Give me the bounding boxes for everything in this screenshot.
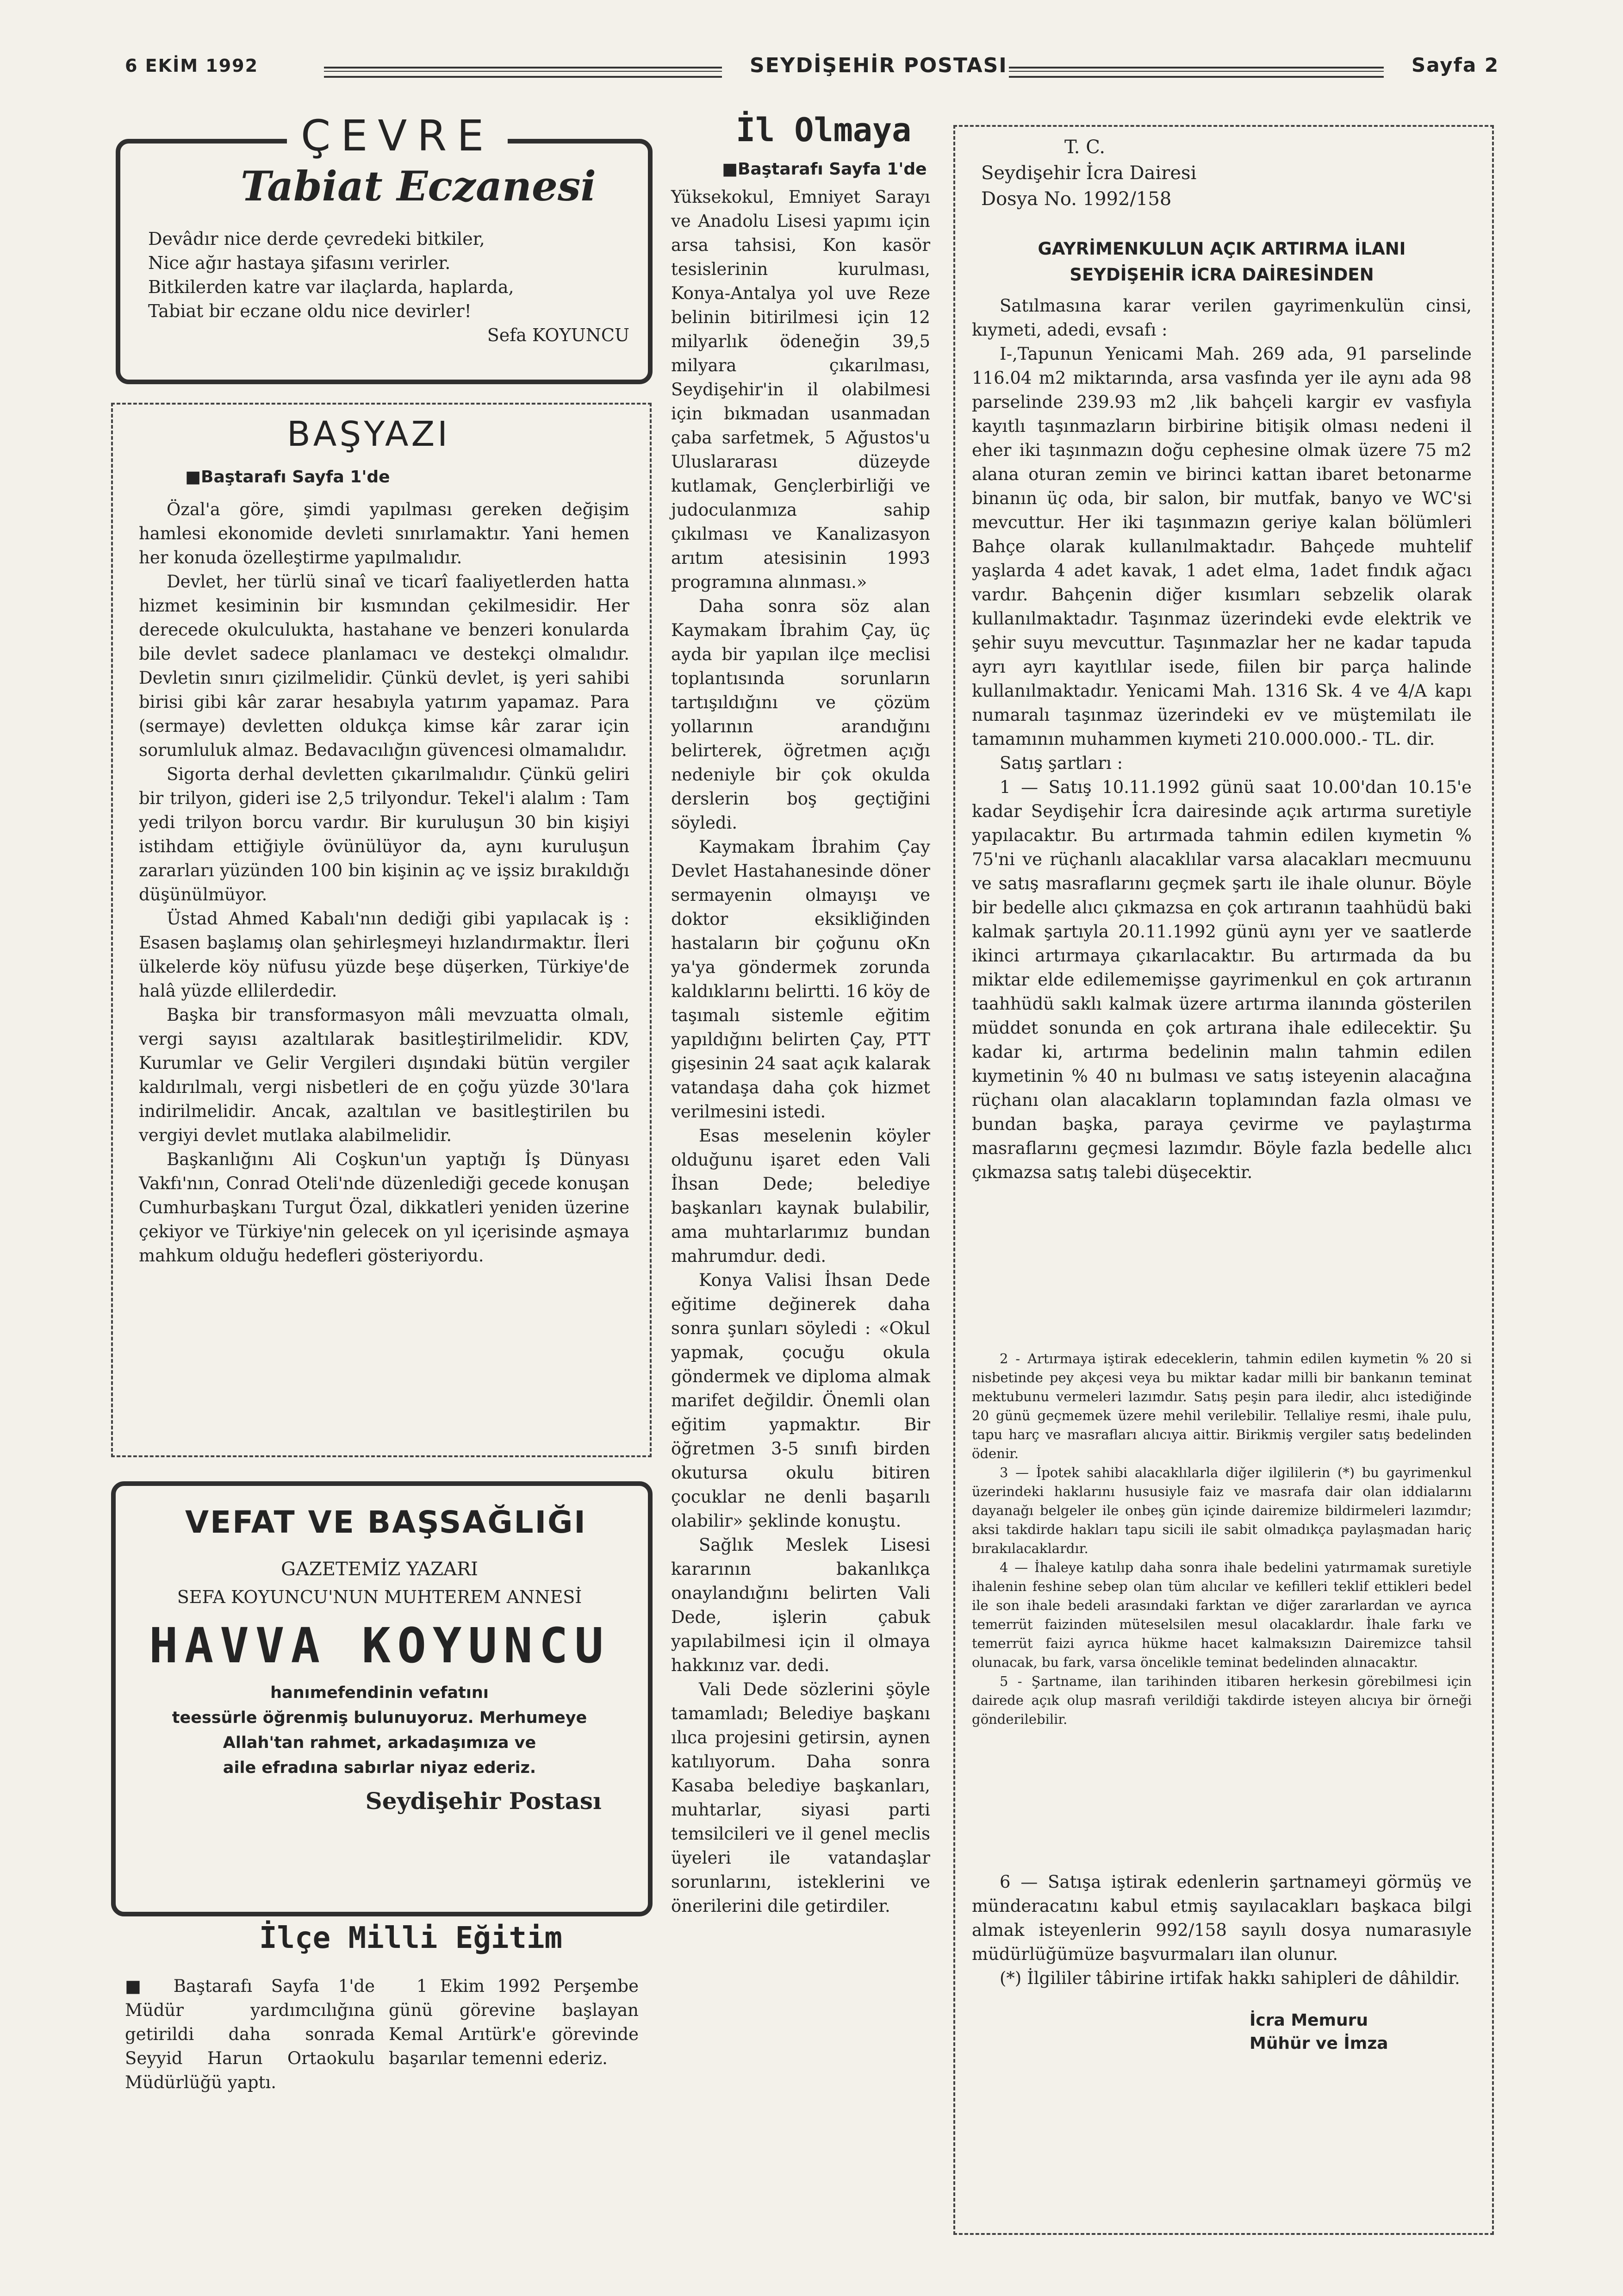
icra-file-no: Dosya No. 1992/158 bbox=[981, 188, 1172, 210]
ilce-col-2 bbox=[389, 1974, 639, 2071]
icra-note: 3 — İpotek sahibi alacaklılarla diğer ilgililerin (*) bu gayrimenkul üzerindeki haklarını hususiyle faiz ve masrafa dair olan iddialarını dayanağı belgeler ile onbeş gün içinde dairemize bildirmeleri lazımdır; aksi takdirde hakları tapu sicili ile sabit olmadıkça paylaşmadan hariç bırakılacaklardır. bbox=[972, 1465, 1472, 1556]
icra-footnote: (*) İlgililer tâbirine irtifak hakkı sahipleri de dâhildir. bbox=[1000, 1968, 1460, 1988]
icra-header bbox=[981, 134, 1196, 212]
basyazi-paragraph: Devlet, her türlü sinaî ve ticarî faaliyetlerden hatta hizmet kesiminin bir kısmından çekilmesidir. Her derecede okulculukta, hastahane ve benzeri konularda bile devlet sadece planlamacı ve destekçi olmalıdır. Devletin sınırı çizilmelidir. Çünkü devlet, iş yeri sahibi birisi gibi kâr zarar hesabıyla yatırım yapamaz. Para (sermaye) devletten oldukça kimse kâr zarar için sorumluluk almaz. Bedavacılığın güvencesi olmamalıdır. bbox=[139, 572, 629, 760]
basyazi-paragraph: Özal'a göre, şimdi yapılması gereken değişim hamlesi ekonomide devleti sınırlamaktır. Yani hemen her konuda özelleştirme yapılmalıdır. bbox=[139, 499, 629, 568]
icra-note: 2 - Artırmaya iştirak edeceklerin, tahmin edilen kıymetin % 20 si nisbetinde pey akçesi veya bu miktar kadar milli bir bankanın teminat mektubunu vermeleri lazımdır. Satış peşin para iledir, alıcı istediğinde 20 günü geçmemek üzere mehil verilebilir. Tellaliye resmi, ihale pulu, tapu harç ve masrafları alıcıya aittir. Birikmiş vergiler satış bedelinden ödenir. bbox=[972, 1351, 1472, 1461]
poem-line: Tabiat bir eczane oldu nice devirler! bbox=[148, 301, 472, 321]
vefat-message: Allah'tan rahmet, arkadaşımıza ve bbox=[223, 1734, 536, 1752]
basyazi-body bbox=[139, 498, 629, 1268]
icra-conditions-title: Satış şartları : bbox=[1000, 753, 1123, 773]
poem-author: Sefa KOYUNCU bbox=[487, 325, 629, 345]
cevre-section-title: ÇEVRE bbox=[287, 111, 508, 161]
cevre-poem bbox=[148, 227, 629, 347]
il-paragraph: Vali Dede sözlerini şöyle tamamladı; Belediye başkanı ılıca projesini getirsin, aynen katılıyorum. Daha sonra Kasaba belediye başkanları, muhtarlar, siyasi parti temsilcileri ve il genel meclis üyeleri ile vatandaşlar sorunlarını, isteklerini ve önerilerini dile getirdiler. bbox=[671, 1679, 930, 1916]
newspaper-name: SEYDİŞEHİR POSTASI bbox=[750, 54, 1007, 77]
issue-date: 6 EKİM 1992 bbox=[125, 56, 259, 76]
il-paragraph: Konya Valisi İhsan Dede eğitime değinerek daha sonra şunları söyledi : «Okul yapmak, çocuğu okula göndermek ve diploma almak marifet değildir. Önemli olan eğitim yapmaktır. Bir öğretmen 3-5 sınıfı birden okutursa okulu bitiren çocuklar ne denli başarılı olabilir» şeklinde konuştu. bbox=[671, 1270, 930, 1531]
poem-line: Devâdır nice derde çevredeki bitkiler, bbox=[148, 229, 485, 249]
header-rule-right bbox=[1009, 67, 1384, 78]
deceased-name: HAVVA KOYUNCU bbox=[149, 1617, 610, 1674]
page-number: Sayfa 2 bbox=[1412, 54, 1499, 76]
vefat-message: teessürle öğrenmiş bulunuyoruz. Merhumeye bbox=[172, 1709, 587, 1727]
ilce-paragraph: 1 Ekim 1992 Perşembe günü görevine başlayan Kemal Arıtürk'e görevinde başarılar temenni ederiz. bbox=[389, 1976, 639, 2068]
icra-intro: Satılmasına karar verilen gayrimenkulün cinsi, kıymeti, adedi, evsafı : bbox=[972, 296, 1472, 340]
vefat-message: hanımefendinin vefatını bbox=[270, 1684, 489, 1702]
vefat-title: VEFAT VE BAŞSAĞLIĞI bbox=[185, 1504, 587, 1540]
il-paragraph: Daha sonra söz alan Kaymakam İbrahim Çay, üç ayda bir yapılan ilçe meclisi toplantısında sorunların tartışıldığını ve çözüm yollarının arandığını belirterek, öğretmen açığı nedeniyle bir çok okulda derslerin boş geçtiğini söyledi. bbox=[671, 596, 930, 833]
icra-subtitle: SEYDİŞEHİR İCRA DAİRESİNDEN bbox=[1070, 265, 1374, 285]
icra-signature bbox=[1250, 2009, 1388, 2055]
basyazi-title: BAŞYAZI bbox=[287, 414, 450, 454]
poem-line: Bitkilerden katre var ilaçlarda, haplarda, bbox=[148, 277, 514, 297]
signature-seal: Mühür ve İmza bbox=[1250, 2034, 1388, 2053]
vefat-line: SEFA KOYUNCU'NUN MUHTEREM ANNESİ bbox=[177, 1587, 582, 1607]
basyazi-paragraph: Başkanlığını Ali Coşkun'un yaptığı İş Dünyası Vakfı'nın, Conrad Oteli'nde düzenlediği gecede konuşan Cumhurbaşkanı Turgut Özal, dikkatleri yeniden üzerine çekiyor ve Türkiye'nin gelecek on yıl içerisinde aşmaya mahkum olduğu hedefleri gösteriyordu. bbox=[139, 1149, 629, 1266]
poem-line: Nice ağır hastaya şifasını verirler. bbox=[148, 253, 451, 273]
basyazi-paragraph: Sigorta derhal devletten çıkarılmalıdır. Çünkü geliri bir trilyon, gideri ise 2,5 trilyondur. Tekel'i alalım : Tam yedi trilyon borcu vardır. Bir kuruluşun 30 bin kişiyi istihdam ettiğiyle övünülüyor da, aynı kuruluşun zararları yüzünden 100 bin kişinin aç ve işsiz bırakıldığı düşünülmüyor. bbox=[139, 764, 629, 905]
icra-note: 5 - Şartname, ilan tarihinden itibaren herkesin görebilmesi için dairede açık olup masrafı verildiği takdirde isteyen alıcıya bir örneği gönderilebilir. bbox=[972, 1673, 1472, 1727]
ilce-col-1 bbox=[125, 1974, 375, 2095]
vefat-line: GAZETEMİZ YAZARI bbox=[281, 1559, 478, 1580]
icra-office: Seydişehir İcra Dairesi bbox=[981, 162, 1197, 184]
il-body bbox=[671, 185, 930, 1918]
basyazi-paragraph: Başka bir transformasyon mâli mevzuatta olmalı, vergi sayısı azaltılarak basitleştirilmelidir. KDV, Kurumlar ve Gelir Vergileri dışındaki bütün vergiler kaldırılmalı, vergi nisbetleri de en çoğu yüzde 30'lara indirilmelidir. Ancak, azaltılan ve basitleştirilen bu vergiyi devlet mutlaka alabilmelidir. bbox=[139, 1005, 629, 1145]
cevre-poem-title: Tabiat Eczanesi bbox=[241, 162, 596, 210]
icra-body bbox=[972, 294, 1472, 1185]
icra-notes bbox=[972, 1349, 1472, 1729]
vefat-signature: Seydişehir Postası bbox=[365, 1787, 602, 1815]
icra-titles bbox=[967, 236, 1476, 288]
il-paragraph: Esas meselenin köyler olduğunu işaret eden Vali İhsan Dede; belediye başkanları kaynak bulabilir, ama muhtarlarımız bundan mahrumdur. dedi. bbox=[671, 1126, 930, 1266]
il-paragraph: Sağlık Meslek Lisesi kararının bakanlıkça onaylandığını belirten Vali Dede, işlerin çabuk yapılabilmesi için il olmaya hakkınız var. dedi. bbox=[671, 1535, 930, 1675]
icra-description: I-,Tapunun Yenicami Mah. 269 ada, 91 parselinde 116.04 m2 miktarında, arsa vasfında yer ile aynı ada 98 parselinde 239.93 m2 ,lik bahçeli kargir ev vasfıyla kayıtlı taşınmazların birbirine bitişik olması nedeni il eher iki taşınmazın doğu cephesine olmak üzere 75 m2 alana oturan zemin ve birinci kattan ibaret betonarme binanın üç oda, bir salon, bir mutfak, banyo ve WC'si mevcuttur. Her iki taşınmazın geriye kalan bölümleri Bahçe olarak kullanılmaktadır. Bahçede muhtelif yaşlarda 4 adet kavak, 1 adet elma, 1adet fındık ağacı vardır. Bahçenin diğer kısımları sebzelik olarak kullanılmaktadır. Taşınmaz üzerindeki evde elektrik ve şehir suyu mevcuttur. Taşınmazlar her ne kadar tapuda ayrı ayrı kayıtlılar isede, fiilen bir parça halinde kullanılmaktadır. Yenicami Mah. 1316 Sk. 4 ve 4/A kapı numaralı taşınmaz üzerindeki ev ve müştemilatı ile tamamının muhammen kıymeti 210.000.000.- TL. dir. bbox=[972, 344, 1472, 749]
vefat-message: aile efradına sabırlar niyaz ederiz. bbox=[223, 1759, 536, 1777]
icra-condition: 1 — Satış 10.11.1992 günü saat 10.00'dan 10.15'e kadar Seydişehir İcra dairesinde açık artırma suretiyle yapılacaktır. Bu artırmada tahmin edilen kıymetin % 75'ni ve rüçhanlı alacaklılar varsa alacakları mecmuunu ve satış masraflarını geçmek şartı ile ihale olunur. Böyle bir bedelle alıcı çıkmazsa en çok artıranın taahhüdü baki kalmak şartıyla 20.11.1992 günü aynı yer ve saatlerde ikinci artırmaya çıkarılacaktır. Bu artırmada da bu miktar elde edilememişse gayrimenkul en çok artıranın taahhüdü saklı kalmak üzere artırma ilanında gösterilen müddet sonunda en çok artırana ihale edilecektir. Şu kadar ki, artırma bedelinin malın tahmin edilen kıymetinin % 40 nı bulması ve satış isteyenin alacağına rüçhanı olan alacakların toplamından fazla olması ve bundan başka, paraya çevirme ve paylaştırma masraflarını geçmesi lazımdır. Böyle fazla bedelle alıcı çıkmazsa satış talebi düşecektir. bbox=[972, 777, 1472, 1182]
header-rule-left bbox=[324, 67, 722, 78]
basyazi-paragraph: Üstad Ahmed Kabalı'nın dediği gibi yapılacak iş : Esasen başlamış olan şehirleşmeyi hızlandırmaktır. İleri ülkelerde köy nüfusu yüzde beşe düşerken, Türkiye'de halâ yüzde ellilerdedir. bbox=[139, 909, 629, 1001]
ilce-title: İlçe Milli Eğitim bbox=[259, 1921, 563, 1955]
icra-condition: 6 — Satışa iştirak edenlerin şartnameyi görmüş ve münderacatını kabul etmiş sayılacakları başkaca bilgi almak isteyenlerin 992/158 sayılı dosya numarasıyle müdürlüğümüze başvurmaları ilan olunur. bbox=[972, 1872, 1472, 1964]
icra-note: 4 — İhaleye katılıp daha sonra ihale bedelini yatırmamak suretiyle ihalenin feshine sebep olan tüm alıcılar ve kefilleri teklif ettikleri bedel ile son ihale bedeli arasındaki farktan ve diğer zararlardan ve ayrıca temerrüt faizinden müteselsilen mesul olacaklardır. İhale farkı ve temerrüt faizi ayrıca hükme hacet kalmaksızın Dairemizce tahsil olunacak, bu fark, varsa öncelikle teminat bedelinden alınacaktır. bbox=[972, 1560, 1472, 1670]
icra-closing bbox=[972, 1870, 1472, 1990]
icra-title: GAYRİMENKULUN AÇIK ARTIRMA İLANI bbox=[1038, 239, 1406, 259]
il-title: İl Olmaya bbox=[736, 111, 912, 149]
ilce-paragraph: ■ Baştarafı Sayfa 1'de Müdür yardımcılığına getirildi daha sonrada Seyyid Harun Ortaokulu Müdürlüğü yaptı. bbox=[125, 1976, 375, 2092]
basyazi-continued: ■Baştarafı Sayfa 1'de bbox=[185, 468, 390, 487]
il-paragraph: Yüksekokul, Emniyet Sarayı ve Anadolu Lisesi yapımı için arsa tahsisi, Kon kasör tesislerinin kurulması, Konya-Antalya yol uve Reze belinin bitirilmesi için 12 milyarlık ödeneğin 39,5 milyara çıkarılması, Seydişehir'in il olabilmesi için bıkmadan usanmadan çaba sarfetmek, 5 Ağustos'u Uluslararası düzeyde kutlamak, Gençlerbirliği ve judoculanmıza sahip çıkılması ve Kanalizasyon arıtım atesisinin 1993 programına alınması.» bbox=[671, 187, 930, 592]
il-continued: ■Baştarafı Sayfa 1'de bbox=[722, 160, 927, 179]
signature-title: İcra Memuru bbox=[1250, 2011, 1368, 2030]
tc-label: T. C. bbox=[1064, 137, 1106, 158]
il-paragraph: Kaymakam İbrahim Çay Devlet Hastahanesinde döner sermayenin olmayışı ve doktor eksikliğinden hastaların bir çoğunu oKn ya'ya göndermek zorunda kaldıklarını belirtti. 16 köy de taşımalı sistemle eğitim yapıldığını belirten Çay, PTT gişesinin 24 saat açık kalarak vatandaşa daha çok hizmet verilmesini istedi. bbox=[671, 837, 930, 1122]
vefat-body bbox=[120, 1555, 639, 1822]
